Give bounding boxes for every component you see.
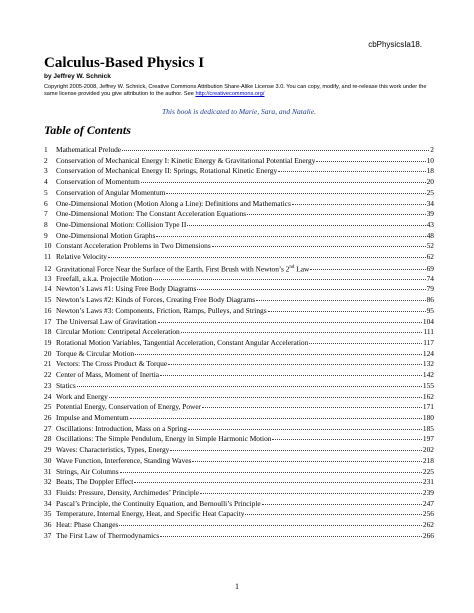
dedication: This book is dedicated to Marie, Sara, and Natalie. [162,107,316,116]
toc-dot-leader [170,444,422,451]
toc-entry-number: 25 [44,402,52,412]
toc-entry-title: The First Law of Thermodynamics [56,530,160,540]
toc-entry-number: 35 [44,509,52,519]
toc-entry-page: 74 [426,273,434,283]
toc-entry-page: 117 [423,337,434,347]
toc-entry-number: 9 [44,230,48,240]
toc-entry-number: 33 [44,488,52,497]
toc-entry-title: Newton’s Laws #3: Components, Friction, Ramps, Pulleys, and Strings [56,305,267,315]
author-line: by Jeffrey W. Schnick [44,73,111,80]
toc-dot-leader [130,412,422,419]
toc-entry-title: The Universal Law of Gravitation [56,316,157,326]
toc-entry-page: 20 [426,177,434,187]
table-of-contents [44,145,434,542]
toc-entry-title: Work and Energy [56,391,108,401]
toc-entry-page: 86 [426,295,434,305]
document-code: cbPhysicsIa18. [368,40,422,49]
toc-entry-number: 14 [44,284,52,294]
toc-entry-page: 43 [426,220,434,230]
toc-dot-leader [119,519,422,526]
toc-entry-title: Oscillations: The Simple Pendulum, Energy in Simple Harmonic Motion [56,434,272,444]
toc-entry-title: Relative Velocity [56,252,107,262]
toc-dot-leader [272,433,421,440]
toc-entry-number: 15 [44,295,52,305]
toc-entry-number: 16 [44,305,52,315]
toc-dot-leader [245,508,421,515]
toc-entry-number: 5 [44,187,48,197]
toc-entry-title: Conservation of Momentum [56,177,140,187]
toc-entry-page: 18 [426,166,434,176]
toc-entry-title: Newton’s Laws #2: Kinds of Forces, Creating Free Body Diagrams [56,295,256,305]
toc-entry-number: 17 [44,316,52,326]
toc-entry-number: 29 [44,445,52,455]
toc-entry-page: 231 [422,477,434,487]
toc-entry-page: 162 [422,391,434,401]
toc-entry-title: Wave Function, Interference, Standing Waves [56,455,192,465]
toc-entry-page: 52 [426,241,434,251]
toc-entry-number: 4 [44,177,48,187]
toc-entry-page: 142 [422,370,434,380]
toc-entry-title: Center of Mass, Moment of Inertia [56,370,160,380]
toc-entry-page: 171 [422,402,434,412]
toc-entry-number: 13 [44,273,52,283]
copyright-text: Copyright 2005-2008, Jeffrey W. Schnick, Creative Commons Attribution Share-Alike License 3.0. You can copy, modify, and re-release this work under the same license provided you give attribution to the author. See [44,84,427,98]
toc-entry-title: Strings, Air Columns [56,466,119,476]
toc-entry-title: Conservation of Mechanical Energy II: Springs, Rotational Kinetic Energy [56,166,278,176]
toc-entry-page: 124 [422,348,434,358]
toc-entry-title: Statics [56,380,76,390]
toc-dot-leader [120,466,422,473]
toc-entry-number: 36 [44,520,52,530]
toc-entry-number: 12 [44,264,52,274]
toc-dot-leader [310,263,425,270]
toc-entry-title: Circular Motion: Centripetal Acceleration [56,327,180,337]
page-number: 1 [235,582,239,591]
toc-entry-number: 3 [44,166,48,176]
toc-entry-page: 79 [426,284,434,294]
toc-entry-title: Mathematical Prelude [56,145,122,154]
toc-entry-page: 111 [423,327,434,337]
toc-entry-title: Conservation of Angular Momentum [56,187,166,197]
toc-entry[interactable] [44,531,434,542]
toc-entry-number: 32 [44,477,52,487]
toc-entry-number: 6 [44,198,48,208]
toc-entry-title: Potential Energy, Conservation of Energy, Power [56,402,202,412]
toc-entry-number: 34 [44,498,52,508]
toc-entry-number: 28 [44,434,52,444]
toc-entry-title: Vectors: The Cross Product & Torque [56,359,168,369]
toc-dot-leader [247,208,425,215]
toc-entry-page: 62 [426,252,434,262]
toc-dot-leader [108,251,426,258]
toc-entry-page: 239 [422,488,434,497]
toc-entry-page: 25 [426,187,434,197]
copyright-notice [44,84,434,99]
toc-entry-title: Conservation of Mechanical Energy I: Kinetic Energy & Gravitational Potential Energy [56,155,316,165]
toc-dot-leader [141,176,426,183]
toc-dot-leader [268,305,426,312]
toc-dot-leader [160,530,422,537]
toc-entry-number: 8 [44,220,48,230]
toc-entry-title: One-Dimensional Motion Graphs [56,230,156,240]
toc-dot-leader [212,240,426,247]
toc-entry-page: 2 [430,145,434,154]
toc-entry-title: One-Dimensional Motion (Motion Along a Line): Definitions and Mathematics [56,198,291,208]
toc-entry-number: 26 [44,412,52,422]
toc-entry-number: 30 [44,455,52,465]
toc-entry-number: 20 [44,348,52,358]
toc-entry-number: 18 [44,327,52,337]
toc-dot-leader [256,294,426,301]
toc-entry-page: 262 [422,520,434,530]
license-link[interactable]: http://creativecommons.org/ [195,91,265,98]
toc-entry[interactable] [44,252,434,263]
toc-dot-leader [316,155,425,162]
toc-entry-number: 11 [44,252,52,262]
toc-entry-title: Torque & Circular Motion [56,348,135,358]
toc-entry-number: 27 [44,423,52,433]
toc-dot-leader [134,476,422,483]
toc-dot-leader [202,401,422,408]
toc-entry-number: 37 [44,530,52,540]
toc-entry-page: 180 [422,412,434,422]
toc-entry-number: 24 [44,391,52,401]
toc-entry-title: Waves: Characteristics, Types, Energy [56,445,170,455]
toc-entry-number: 2 [44,155,48,165]
toc-dot-leader [197,283,425,290]
toc-dot-leader [278,165,425,172]
toc-entry-number: 7 [44,209,48,219]
toc-entry-page: 155 [422,380,434,390]
toc-dot-leader [135,348,422,355]
toc-entry-page: 225 [422,466,434,476]
toc-entry-title: Impulse and Momentum [56,412,129,422]
toc-entry-page: 218 [422,455,434,465]
toc-entry-page: 202 [422,445,434,455]
toc-entry-page: 256 [422,509,434,519]
toc-dot-leader [188,423,422,430]
toc-entry-page: 95 [426,305,434,315]
toc-entry-page: 132 [422,359,434,369]
toc-dot-leader [160,369,422,376]
toc-entry-title: Newton’s Laws #1: Using Free Body Diagrams [56,284,197,294]
toc-entry-page: 34 [426,198,434,208]
toc-entry-number: 1 [44,145,48,154]
toc-dot-leader [181,326,423,333]
toc-dot-leader [156,230,425,237]
toc-entry-title: Pascal’s Principle, the Continuity Equation, and Bernoulli’s Principle [56,498,261,508]
book-title: Calculus-Based Physics I [44,55,205,71]
toc-entry-number: 31 [44,466,52,476]
toc-dot-leader [166,187,425,194]
toc-entry-title: Rotational Motion Variables, Tangential Acceleration, Constant Angular Acceleration [56,337,309,347]
toc-entry-number: 22 [44,370,52,380]
toc-entry-title: Heat: Phase Changes [56,520,119,530]
toc-dot-leader [309,337,422,344]
toc-dot-leader [109,391,422,398]
toc-entry-title: Freefall, a.k.a. Projectile Motion [56,273,153,283]
toc-dot-leader [153,273,425,280]
toc-entry-number: 23 [44,380,52,390]
toc-dot-leader [292,198,426,205]
toc-entry-page: 266 [422,530,434,540]
toc-entry-page: 69 [426,264,434,274]
toc-dot-leader [168,358,422,365]
toc-entry-title: One-Dimensional Motion: Collision Type II [56,220,187,230]
toc-dot-leader [122,144,429,151]
toc-dot-leader [192,455,422,462]
toc-entry-title: Constant Acceleration Problems in Two Dimensions [56,241,211,251]
toc-entry-title: Temperature, Internal Energy, Heat, and Specific Heat Capacity [56,509,245,519]
toc-dot-leader [158,316,422,323]
toc-entry-title: Oscillations: Introduction, Mass on a Spring [56,423,187,433]
toc-dot-leader [187,219,425,226]
toc-entry-page: 48 [426,230,434,240]
toc-heading: Table of Contents [44,123,131,137]
toc-entry-page: 185 [422,423,434,433]
toc-entry-page: 104 [422,316,434,326]
toc-entry-number: 10 [44,241,52,251]
toc-entry-page: 197 [422,434,434,444]
toc-dot-leader [262,498,422,505]
toc-entry-title: Beats, The Doppler Effect [56,477,134,487]
toc-entry-page: 10 [426,155,434,165]
toc-entry-number: 19 [44,337,52,347]
toc-entry-title: Gravitational Force Near the Surface of the Earth, First Brush with Newton’s 2nd Law [56,264,310,274]
toc-entry-page: 39 [426,209,434,219]
toc-entry-page: 247 [422,498,434,508]
toc-entry-number: 21 [44,359,52,369]
toc-entry-title: One-Dimensional Motion: The Constant Acceleration Equations [56,209,247,219]
toc-dot-leader [77,380,422,387]
toc-dot-leader [200,487,422,494]
toc-entry-title: Fluids: Pressure, Density, Archimedes’ Principle [56,488,200,497]
